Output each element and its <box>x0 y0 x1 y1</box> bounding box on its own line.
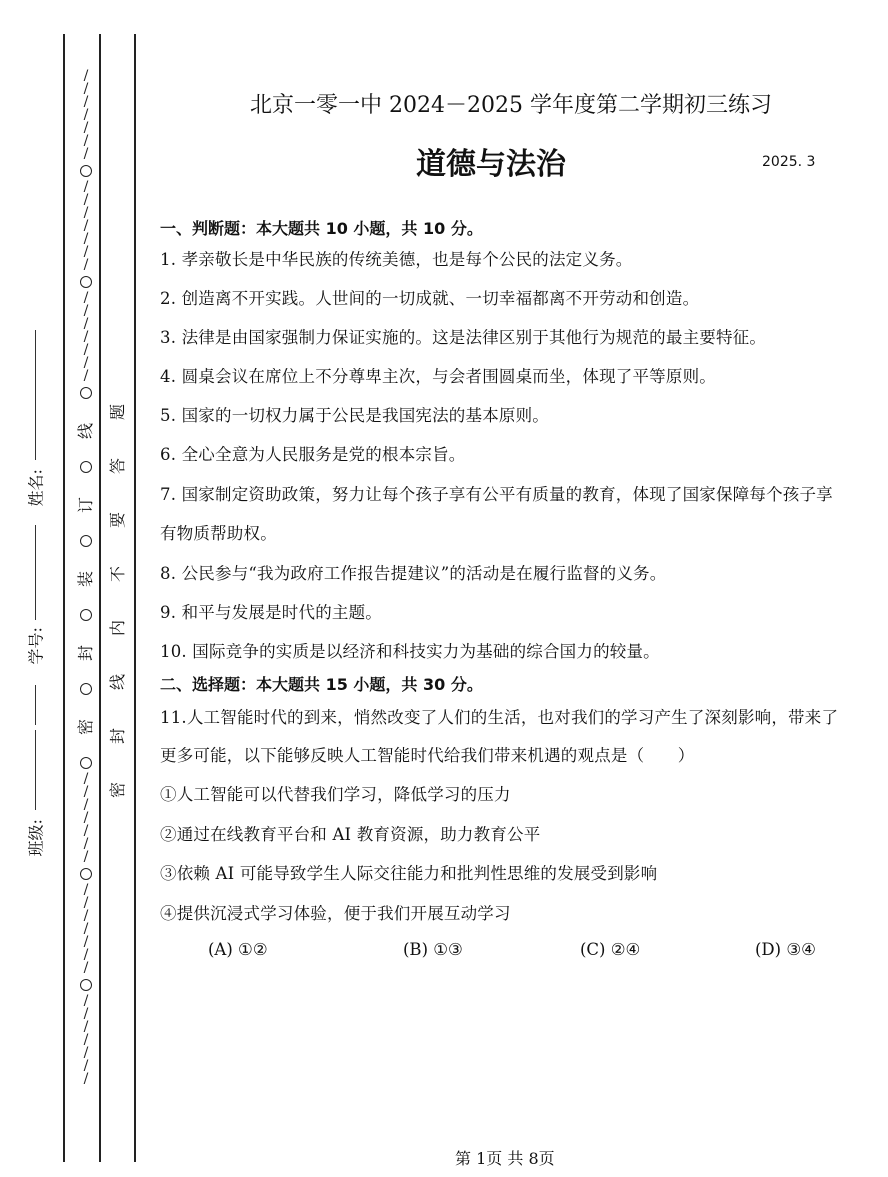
student-id-blank-line <box>35 525 36 620</box>
tf-question-5: 5. 国家的一切权力属于公民是我国宪法的基本原则。 <box>160 406 549 425</box>
name-label: 姓名: <box>26 469 46 507</box>
seal-circle-icon <box>80 683 92 695</box>
exam-date: 2025. 3 <box>762 154 816 170</box>
warning-word: 内 <box>107 619 127 637</box>
seal-word: 封 <box>75 644 95 662</box>
tf-question-3: 3. 法律是由国家强制力保证实施的。这是法律区别于其他行为规范的最主要特征。 <box>160 328 767 347</box>
class-blank-line <box>35 730 36 810</box>
seal-word: 线 <box>75 422 95 440</box>
warning-word: 题 <box>107 403 127 421</box>
mc-question-11-stem: 11.人工智能时代的到来，悄然改变了人们的生活，也对我们的学习产生了深刻影响，带来了 <box>160 708 839 727</box>
option-a[interactable]: (A) ①② <box>208 940 268 959</box>
tf-question-6: 6. 全心全意为人民服务是党的根本宗旨。 <box>160 445 466 464</box>
warning-word: 密 <box>107 781 127 799</box>
binding-line-inner <box>134 34 136 1162</box>
seal-word: 密 <box>75 718 95 736</box>
statement-4: ④提供沉浸式学习体验，便于我们开展互动学习 <box>160 904 511 923</box>
seal-circle-icon <box>80 461 92 473</box>
name-blank-line <box>35 330 36 460</box>
name-field[interactable] <box>22 330 48 505</box>
class-field[interactable] <box>22 730 48 855</box>
seal-circle-icon <box>80 757 92 769</box>
warning-word: 封 <box>107 727 127 745</box>
tf-question-9: 9. 和平与发展是时代的主题。 <box>160 603 382 622</box>
student-id-field[interactable] <box>22 525 48 725</box>
warning-word: 要 <box>107 511 127 529</box>
warning-word: 线 <box>107 673 127 691</box>
inner-warning-column <box>108 400 128 802</box>
statement-2: ②通过在线教育平台和 AI 教育资源，助力教育公平 <box>160 825 541 844</box>
seal-circle-icon <box>80 165 92 177</box>
tf-question-10: 10. 国际竞争的实质是以经济和科技实力为基础的综合国力的较量。 <box>160 642 660 661</box>
seal-circle-icon <box>80 387 92 399</box>
seal-circle-icon <box>80 609 92 621</box>
tf-question-4: 4. 圆桌会议在席位上不分尊卑主次，与会者围圆桌而坐，体现了平等原则。 <box>160 367 716 386</box>
seal-circle-icon <box>80 868 92 880</box>
seal-circle-icon <box>80 276 92 288</box>
binding-line-middle <box>99 34 101 1162</box>
page-number: 第 1页 共 8页 <box>455 1149 555 1168</box>
option-b[interactable]: (B) ①③ <box>403 940 463 959</box>
seal-circle-icon <box>80 979 92 991</box>
subject-title: 道德与法治 <box>416 147 566 182</box>
seal-circle-icon <box>80 535 92 547</box>
tf-question-8: 8. 公民参与“我为政府工作报告提建议”的活动是在履行监督的义务。 <box>160 564 667 583</box>
warning-word: 不 <box>107 565 127 583</box>
option-d[interactable]: (D) ③④ <box>755 940 816 959</box>
section1-heading: 一、判断题：本大题共 10 小题，共 10 分。 <box>160 219 483 238</box>
option-c[interactable]: (C) ②④ <box>580 940 641 959</box>
tf-question-7-cont: 有物质帮助权。 <box>160 524 277 543</box>
tf-question-2: 2. 创造离不开实践。人世间的一切成就、一切幸福都离不开劳动和创造。 <box>160 289 700 308</box>
seal-word: 订 <box>75 496 95 514</box>
mc-question-11-stem-cont: 更多可能，以下能够反映人工智能时代给我们带来机遇的观点是（ ） <box>160 746 695 765</box>
section2-heading: 二、选择题：本大题共 15 小题，共 30 分。 <box>160 675 483 694</box>
student-id-label: 学号: <box>26 627 46 665</box>
school-exam-title: 北京一零一中 2024－2025 学年度第二学期初三练习 <box>250 93 772 118</box>
class-label: 班级: <box>26 819 46 857</box>
seal-word: 装 <box>75 570 95 588</box>
statement-1: ①人工智能可以代替我们学习，降低学习的压力 <box>160 785 511 804</box>
statement-3: ③依赖 AI 可能导致学生人际交往能力和批判性思维的发展受到影响 <box>160 864 658 883</box>
warning-word: 答 <box>107 457 127 475</box>
tf-question-7: 7. 国家制定资助政策，努力让每个孩子享有公平有质量的教育，体现了国家保障每个孩子享 <box>160 485 833 504</box>
student-id-blank-line-lower <box>35 685 36 725</box>
tf-question-1: 1. 孝亲敬长是中华民族的传统美德，也是每个公民的法定义务。 <box>160 250 633 269</box>
seal-line-column: / / / / / / / / / / / / / / / / / / / / / 线 订 装 封 密 / / / / / / / / / / / / / / / / / / / / / <box>76 70 96 1086</box>
binding-line-outer <box>63 34 65 1162</box>
